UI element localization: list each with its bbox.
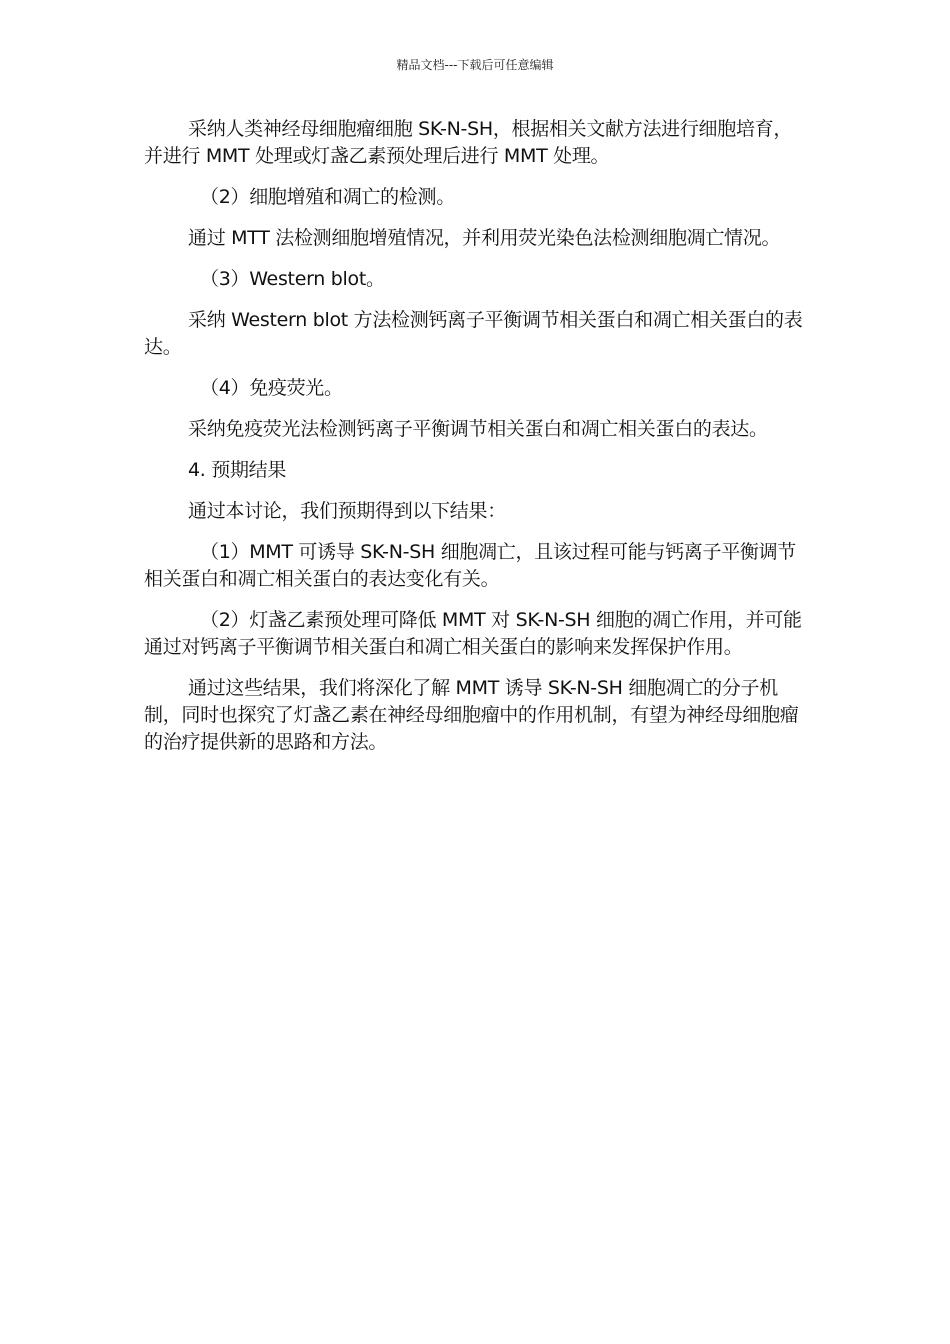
result-item-2: （2）灯盏乙素预处理可降低 MMT 对 SK-N-SH 细胞的凋亡作用，并可能通过对钙离子平衡调节相关蛋白和凋亡相关蛋白的影响来发挥保护作用。 (144, 609, 802, 658)
paragraph-cell-culture: 采纳人类神经母细胞瘤细胞 SK-N-SH，根据相关文献方法进行细胞培育，并进行 MMT 处理或灯盏乙素预处理后进行 MMT 处理。 (144, 118, 793, 167)
paragraph-results-intro: 通过本讨论，我们预期得到以下结果： (188, 500, 506, 522)
heading-proliferation-apoptosis: （2）细胞增殖和凋亡的检测。 (200, 186, 455, 208)
heading-expected-results: 4. 预期结果 (188, 459, 287, 481)
paragraph-conclusion: 通过这些结果，我们将深化了解 MMT 诱导 SK-N-SH 细胞凋亡的分子机制，同时也探究了灯盏乙素在神经母细胞瘤中的作用机制，有望为神经母细胞瘤的治疗提供新的思路和方法。 (144, 677, 799, 753)
page-header: 精品文档---下载后可任意编辑 (396, 58, 554, 72)
result-item-1: （1）MMT 可诱导 SK-N-SH 细胞凋亡，且该过程可能与钙离子平衡调节相关蛋白和凋亡相关蛋白的表达变化有关。 (144, 541, 796, 590)
paragraph-western-blot: 采纳 Western blot 方法检测钙离子平衡调节相关蛋白和凋亡相关蛋白的表达。 (144, 309, 803, 358)
heading-immunofluorescence: （4）免疫荧光。 (200, 377, 343, 399)
heading-western-blot: （3）Western blot。 (200, 268, 385, 290)
paragraph-mtt-method: 通过 MTT 法检测细胞增殖情况，并利用荧光染色法检测细胞凋亡情况。 (188, 227, 781, 249)
paragraph-immunofluorescence: 采纳免疫荧光法检测钙离子平衡调节相关蛋白和凋亡相关蛋白的表达。 (188, 418, 768, 440)
document-body (144, 116, 808, 770)
